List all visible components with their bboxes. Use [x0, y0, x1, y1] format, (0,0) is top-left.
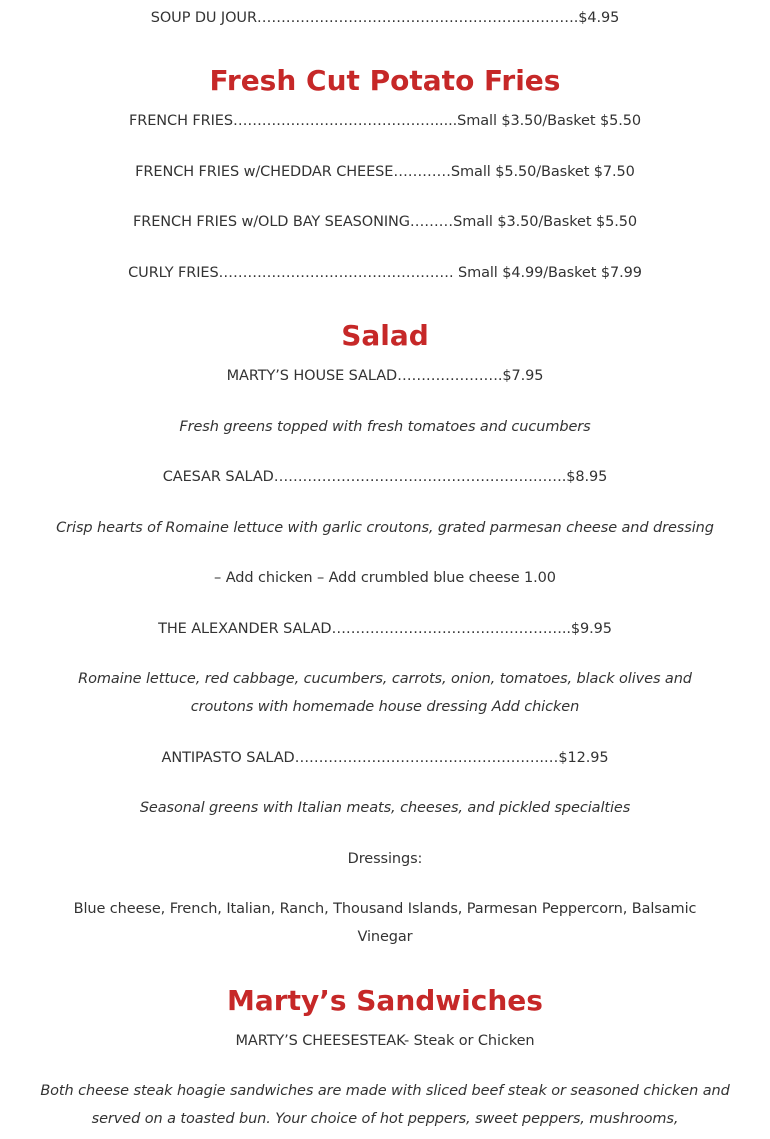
menu-item-caesar-salad: CAESAR SALAD…………………………………………………….$8.95	[162, 469, 608, 485]
house-salad-description: Fresh greens topped with fresh tomatoes and cucumbers	[179, 419, 591, 435]
dressings-label: Dressings:	[347, 851, 423, 867]
soup-du-jour-item: SOUP DU JOUR………………………………………………………….$4.95	[150, 10, 620, 26]
caesar-salad-addons: – Add chicken – Add crumbled blue cheese 1.00	[214, 570, 556, 586]
fries-section-heading: Fresh Cut Potato Fries	[209, 64, 561, 97]
menu-item-french-fries-old-bay: FRENCH FRIES w/OLD BAY SEASONING………Small $3.50/Basket $5.50	[133, 214, 637, 230]
salad-section-heading: Salad	[341, 319, 429, 352]
menu-item-curly-fries: CURLY FRIES…………………………………………. Small $4.99/Basket $7.99	[128, 265, 642, 281]
dressings-list: Blue cheese, French, Italian, Ranch, Thousand Islands, Parmesan Peppercorn, Balsamic Vinegar	[73, 901, 697, 945]
alexander-salad-description: Romaine lettuce, red cabbage, cucumbers, carrots, onion, tomatoes, black olives and croutons with homemade house dressing Add chicken	[78, 671, 692, 715]
menu-item-french-fries: FRENCH FRIES…………………………………….....Small $3.50/Basket $5.50	[129, 113, 641, 129]
menu-item-french-fries-cheddar: FRENCH FRIES w/CHEDDAR CHEESE…………Small $5.50/Basket $7.50	[135, 164, 635, 180]
menu-item-antipasto-salad: ANTIPASTO SALAD…………………………………………….…$12.95	[161, 750, 609, 766]
menu-item-cheesesteak: MARTY’S CHEESESTEAK- Steak or Chicken	[235, 1033, 535, 1049]
caesar-salad-description: Crisp hearts of Romaine lettuce with garlic croutons, grated parmesan cheese and dressing	[56, 520, 714, 536]
menu-item-alexander-salad: THE ALEXANDER SALAD…………………………………………..$9.95	[158, 621, 612, 637]
menu-item-house-salad: MARTY’S HOUSE SALAD………………….$7.95	[226, 368, 544, 384]
cheesesteak-description: Both cheese steak hoagie sandwiches are made with sliced beef steak or seasoned chicken and served on a toasted bun. Your choice of hot peppers, sweet peppers, mushrooms,	[40, 1083, 730, 1127]
antipasto-salad-description: Seasonal greens with Italian meats, cheeses, and pickled specialties	[139, 800, 631, 816]
sandwiches-section-heading: Marty’s Sandwiches	[227, 984, 543, 1017]
